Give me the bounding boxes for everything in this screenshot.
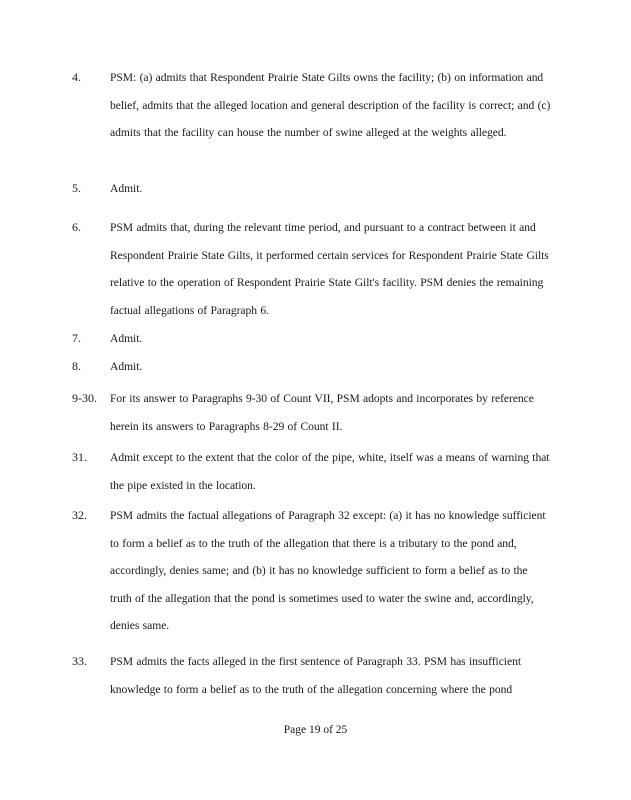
paragraph-text: Admit except to the extent that the color of the pipe, white, itself was a means of warning that the pipe existed in the location. — [110, 451, 550, 492]
paragraph-number: 31. — [72, 450, 87, 464]
paragraph-31 — [72, 444, 552, 499]
paragraph-6 — [72, 214, 552, 324]
paragraph-7 — [72, 325, 552, 353]
paragraph-5 — [72, 175, 552, 203]
paragraph-text: For its answer to Paragraphs 9-30 of Count VII, PSM adopts and incorporates by reference herein its answers to Paragraphs 8-29 of Count II. — [110, 392, 534, 433]
paragraph-number: 4. — [72, 70, 81, 84]
paragraph-4 — [72, 64, 552, 147]
paragraph-text: PSM admits that, during the relevant time period, and pursuant to a contract between it and Respondent Prairie State Gilts, it performed certain services for Respondent Prairie State Gilts relative to the operation of Respondent Prairie State Gilt's facility. PSM denies the remaining factual allegations of Paragraph 6. — [110, 221, 549, 317]
paragraph-number: 32. — [72, 508, 87, 522]
paragraph-text: Admit. — [110, 182, 143, 195]
paragraph-number: 8. — [72, 359, 81, 373]
paragraph-number: 33. — [72, 654, 87, 668]
paragraph-text: Admit. — [110, 332, 143, 345]
paragraph-number: 6. — [72, 220, 81, 234]
paragraph-9-30 — [72, 385, 552, 440]
paragraph-text: PSM admits the factual allegations of Paragraph 32 except: (a) it has no knowledge sufficient to form a belief as to the truth of the allegation that there is a tributary to the pond and, accordingly, denies same; and (b) it has no knowledge sufficient to form a belief as to the truth of the allegation that the pond is sometimes used to water the swine and, accordingly, denies same. — [110, 509, 546, 632]
paragraph-33 — [72, 648, 552, 703]
paragraph-text: PSM: (a) admits that Respondent Prairie State Gilts owns the facility; (b) on information and belief, admits that the alleged location and general description of the facility is correct; and (c) admits that the facility can house the number of swine alleged at the weights alleged. — [110, 71, 551, 139]
paragraph-32 — [72, 502, 552, 640]
paragraph-8 — [72, 353, 552, 381]
page-number-footer: Page 19 of 25 — [283, 724, 348, 736]
paragraph-number: 7. — [72, 331, 81, 345]
paragraph-number: 5. — [72, 181, 81, 195]
paragraph-text: Admit. — [110, 360, 143, 373]
paragraph-number: 9-30. — [72, 391, 97, 405]
paragraph-text: PSM admits the facts alleged in the first sentence of Paragraph 33. PSM has insufficient knowledge to form a belief as to the truth of the allegation concerning where the pond — [110, 655, 521, 696]
